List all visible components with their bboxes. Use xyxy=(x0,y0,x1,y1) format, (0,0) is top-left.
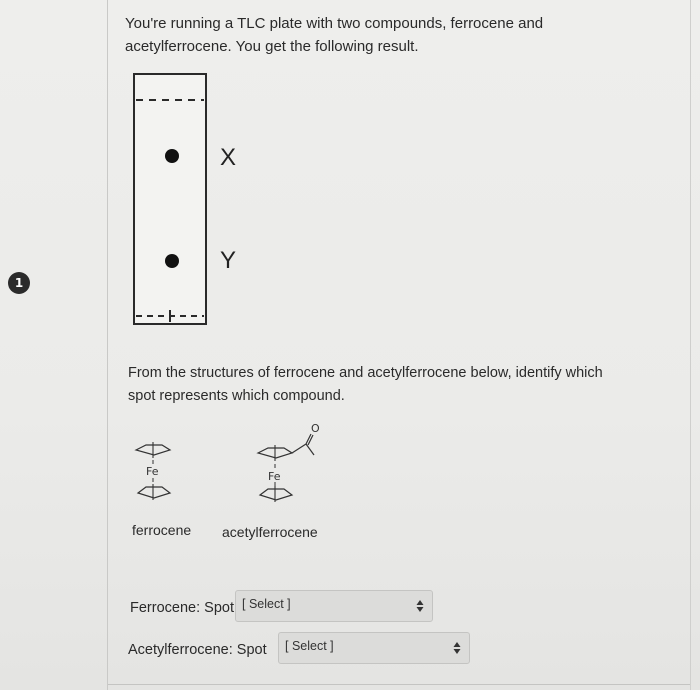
carbonyl-oxygen-label: O xyxy=(311,422,320,435)
up-down-chevron-icon xyxy=(416,596,424,616)
acetylferrocene-structure xyxy=(258,422,320,502)
ferrocene-select-value: [ Select ] xyxy=(242,597,291,611)
acetylferrocene-spot-select[interactable] xyxy=(278,632,470,664)
ferrocene-answer-label: Ferrocene: Spot xyxy=(130,600,234,616)
acetylferrocene-fe-label: Fe xyxy=(268,470,281,483)
ferrocene-spot-select[interactable] xyxy=(235,590,433,622)
ferrocene-structure xyxy=(136,442,170,500)
structures-figure xyxy=(128,420,368,510)
spot-x-label: X xyxy=(220,144,237,171)
spot-x xyxy=(165,149,179,163)
tlc-plate-svg xyxy=(120,70,270,340)
question-number-badge: 1 xyxy=(8,272,30,294)
acetylferrocene-select-value: [ Select ] xyxy=(285,639,334,653)
structures-svg xyxy=(128,420,368,510)
ferrocene-caption: ferrocene xyxy=(132,522,192,538)
left-border xyxy=(107,0,108,690)
ferrocene-fe-label: Fe xyxy=(146,465,159,478)
acetylferrocene-caption: acetylferrocene xyxy=(222,524,318,540)
tlc-plate-figure xyxy=(120,70,270,340)
tlc-plate-outline xyxy=(134,74,206,324)
right-border xyxy=(690,0,691,690)
bottom-divider xyxy=(108,684,690,685)
question-prompt-text: From the structures of ferrocene and acetylferrocene below, identify which spot represents which compound. xyxy=(128,365,603,404)
acetylferrocene-answer-label: Acetylferrocene: Spot xyxy=(128,642,267,658)
up-down-chevron-icon xyxy=(453,638,461,658)
spot-y xyxy=(165,254,179,268)
spot-y-label: Y xyxy=(220,247,237,274)
question-intro-text: You're running a TLC plate with two compounds, ferrocene and acetylferrocene. You get the following result. xyxy=(125,15,544,55)
